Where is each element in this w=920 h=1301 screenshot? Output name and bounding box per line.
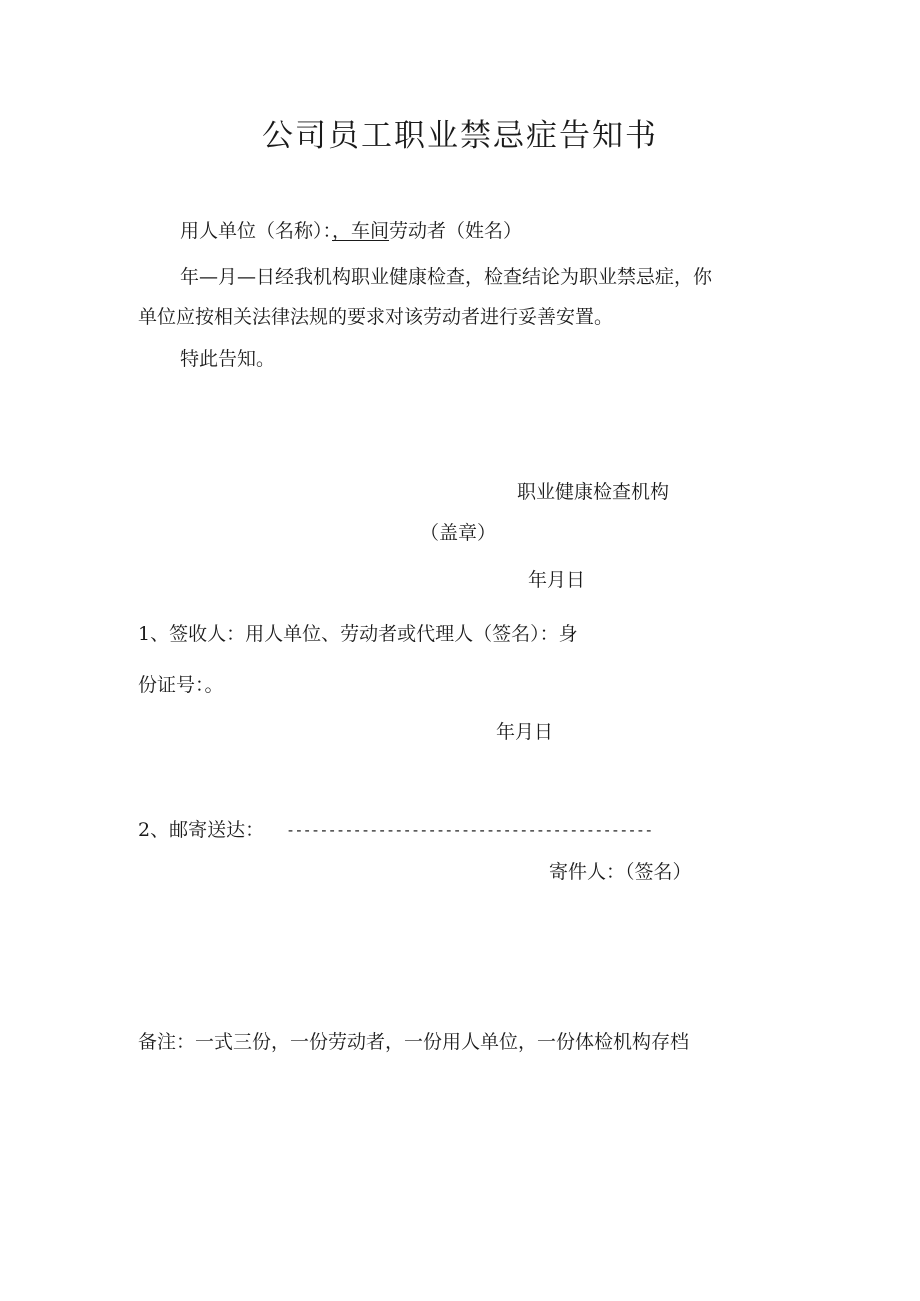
notice-text: 特此告知。 [180,348,276,370]
mail-label: 2、邮寄送达： [138,819,265,841]
issue-date: 年月日 [528,569,586,591]
institution-name: 职业健康检查机构 [517,481,670,503]
receipt-line: 1、签收人：用人单位、劳动者或代理人（签名）：身 [138,623,578,645]
mail-line [138,815,653,845]
employer-blank: ，车间 [332,220,390,242]
id-number-line: 份证号：。 [138,674,224,696]
sender-line: 寄件人：（签名） [549,861,692,883]
receipt-date: 年月日 [496,721,554,743]
worker-label: 劳动者（姓名） [389,220,523,242]
employer-label: 用人单位（名称）： [180,220,333,242]
remark-line: 备注：一式三份，一份劳动者，一份用人单位，一份体检机构存档 [138,1031,690,1053]
mail-dashes: -------------------------------------------- [286,821,653,839]
exam-line-2: 单位应按相关法律法规的要求对该劳动者进行妥善安置。 [138,306,614,328]
employer-line [180,216,522,246]
document-title: 公司员工职业禁忌症告知书 [262,118,658,154]
exam-line: 年—月—日经我机构职业健康检查，检查结论为职业禁忌症，你 [180,266,713,288]
seal-text: （盖章） [420,522,497,544]
